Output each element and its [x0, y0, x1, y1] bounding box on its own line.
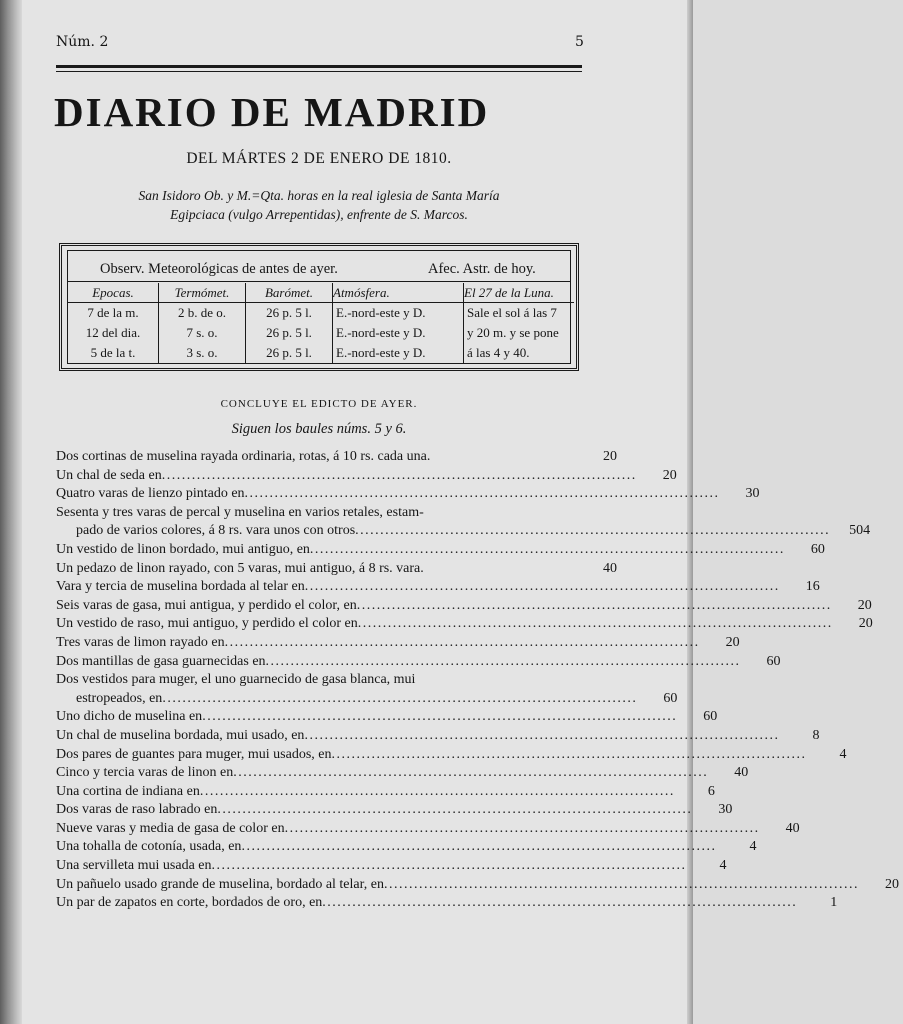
- list-item: [56, 690, 678, 709]
- weather-cell: 7 de la m.: [68, 303, 159, 324]
- item-price: 4: [839, 746, 847, 762]
- astro-title: Afec. Astr. de hoy.: [428, 261, 536, 277]
- header-rule-thin: [56, 71, 582, 72]
- list-item: [56, 615, 873, 634]
- saint-of-day: [56, 186, 582, 224]
- item-price: 16: [805, 579, 820, 595]
- list-item: [56, 727, 820, 746]
- newspaper-page: [22, 0, 899, 1024]
- dot-leader: [424, 504, 577, 523]
- section-subheading: Siguen los baules núms. 5 y 6.: [231, 421, 407, 437]
- list-item: [56, 838, 757, 857]
- dot-leader: [357, 597, 832, 616]
- date-line: DEL MÁRTES 2 DE ENERO DE 1810.: [186, 150, 452, 167]
- item-description: Dos cortinas de muselina rayada ordinaria, rotas, á 10 rs. cada una.: [56, 449, 431, 464]
- list-item: [56, 467, 677, 486]
- item-price: 20: [857, 597, 872, 613]
- item-description: Un pedazo de linon rayado, con 5 varas, mui antiguo, á 8 rs. vara.: [56, 560, 424, 576]
- dot-leader: [285, 820, 760, 839]
- issue-number: Núm. 2: [56, 34, 109, 50]
- weather-cell: 7 s. o.: [159, 323, 246, 343]
- item-description: Una servilleta mui usada en: [56, 858, 212, 874]
- list-item: [56, 560, 621, 579]
- item-price: [577, 671, 621, 690]
- item-price: 30: [718, 802, 733, 818]
- list-item: [56, 485, 760, 504]
- dot-leader: [331, 746, 806, 765]
- dot-leader: [225, 634, 700, 653]
- weather-box-inner: [67, 250, 571, 364]
- list-item: [56, 671, 621, 690]
- list-item: [56, 653, 781, 672]
- dot-leader: [162, 467, 637, 486]
- item-description: Un chal de seda en: [56, 467, 162, 483]
- item-description: Tres varas de limon rayado en: [56, 634, 225, 650]
- list-item: [56, 857, 727, 876]
- weather-cell: 26 p. 5 l.: [246, 343, 333, 363]
- dot-leader: [305, 578, 780, 597]
- item-description: Seis varas de gasa, mui antigua, y perdido el color, en: [56, 597, 357, 613]
- dot-leader: [200, 783, 675, 802]
- list-item: [56, 504, 621, 523]
- list-item: [56, 578, 820, 597]
- weather-cell: E.-nord-este y D.: [333, 303, 464, 324]
- weather-cell: 26 p. 5 l.: [246, 323, 333, 343]
- dot-leader: [217, 801, 692, 820]
- saint-line-1: San Isidoro Ob. y M.=Qta. horas en la real iglesia de Santa María: [138, 188, 500, 203]
- item-price: 20: [603, 449, 617, 464]
- weather-title: Observ. Meteorológicas de antes de ayer.: [100, 261, 338, 277]
- dot-leader: [322, 894, 797, 913]
- item-description: Cinco y tercia varas de linon en: [56, 765, 234, 781]
- weather-cell: 2 b. de o.: [159, 303, 246, 324]
- weather-box: [59, 243, 579, 371]
- weather-cell: y 20 m. y se pone: [467, 325, 559, 340]
- item-price: 20: [884, 876, 899, 892]
- dot-leader: [202, 708, 677, 727]
- item-price: 30: [745, 486, 760, 502]
- item-price: 504: [849, 523, 871, 539]
- col-luna: El 27 de la Luna.: [464, 283, 575, 303]
- list-item: [56, 634, 740, 653]
- item-price: 60: [663, 690, 678, 706]
- item-description: Uno dicho de muselina en: [56, 709, 203, 725]
- masthead-title: DIARIO DE MADRID: [54, 89, 490, 135]
- weather-cell: á las 4 y 40.: [467, 345, 530, 360]
- list-item: [56, 801, 733, 820]
- list-item: [56, 783, 715, 802]
- weather-table: [68, 283, 574, 363]
- item-price: [577, 504, 621, 523]
- item-description: Un vestido de linon bordado, mui antiguo, en: [56, 541, 310, 557]
- item-description: Una tohalla de cotonía, usada, en: [56, 839, 242, 855]
- col-atmosfera: Atmósfera.: [333, 283, 464, 303]
- dot-leader: [384, 876, 859, 895]
- item-price: 40: [785, 820, 800, 836]
- item-price: 20: [858, 616, 873, 632]
- list-item: [56, 448, 621, 467]
- dot-leader: [304, 727, 779, 746]
- item-description: estropeados, en: [76, 690, 163, 706]
- page-number: 5: [575, 34, 584, 50]
- item-price: 4: [719, 858, 727, 874]
- weather-row: [68, 323, 574, 343]
- dot-leader: [358, 615, 833, 634]
- header-rule-thick: [56, 65, 582, 68]
- dot-leader: [310, 541, 785, 560]
- weather-cell: E.-nord-este y D.: [333, 343, 464, 363]
- item-description: Dos varas de raso labrado en: [56, 802, 218, 818]
- col-termometro: Termómet.: [159, 283, 246, 303]
- list-item: [56, 764, 749, 783]
- list-item: [56, 597, 872, 616]
- section-heading: CONCLUYE EL EDICTO DE AYER.: [220, 398, 418, 410]
- item-description: Vara y tercia de muselina bordada al telar en: [56, 579, 305, 595]
- weather-title-rule: [68, 281, 570, 282]
- item-price: 40: [603, 560, 617, 576]
- book-spine-shadow: [0, 0, 22, 1024]
- item-price: 40: [734, 765, 749, 781]
- item-price: 1: [830, 895, 838, 911]
- item-description: Un vestido de raso, mui antiguo, y perdido el color en: [56, 616, 358, 632]
- item-price: 4: [749, 839, 757, 855]
- dot-leader: [266, 653, 741, 672]
- weather-cell: 5 de la t.: [68, 343, 159, 363]
- item-description: Nueve varas y media de gasa de color en: [56, 820, 285, 836]
- dot-leader: [212, 857, 687, 876]
- item-description: Un chal de muselina bordada, mui usado, en: [56, 727, 305, 743]
- list-item: [56, 522, 871, 541]
- item-description: Dos pares de guantes para muger, mui usados, en: [56, 746, 332, 762]
- item-description: Sesenta y tres varas de percal y muselina en varios retales, estam-: [56, 504, 424, 520]
- weather-cell: E.-nord-este y D.: [333, 323, 464, 343]
- item-price: 60: [810, 541, 825, 557]
- item-price: 20: [662, 467, 677, 483]
- item-description: pado de varios colores, á 8 rs. vara unos con otros: [76, 523, 356, 539]
- weather-cell: 26 p. 5 l.: [246, 303, 333, 324]
- dot-leader: [162, 690, 637, 709]
- dot-leader: [415, 671, 577, 690]
- weather-header-row: [68, 283, 574, 303]
- item-price: 20: [725, 634, 740, 650]
- list-item: [56, 746, 847, 765]
- item-description: Un par de zapatos en corte, bordados de oro, en: [56, 895, 323, 911]
- weather-row: [68, 343, 574, 363]
- dot-leader: [430, 448, 577, 467]
- list-item: [56, 894, 838, 913]
- weather-row: [68, 303, 574, 324]
- col-barometro: Barómet.: [246, 283, 333, 303]
- item-description: Un pañuelo usado grande de muselina, bordado al telar, en: [56, 876, 384, 892]
- dot-leader: [355, 522, 830, 541]
- item-description: Quatro varas de lienzo pintado en: [56, 486, 245, 502]
- item-price: 8: [812, 727, 820, 743]
- item-description: Dos mantillas de gasa guarnecidas en: [56, 653, 266, 669]
- list-item: [56, 876, 899, 895]
- dot-leader: [233, 764, 708, 783]
- col-epocas: Epocas.: [68, 283, 159, 303]
- item-price: 60: [766, 653, 781, 669]
- dot-leader: [241, 838, 716, 857]
- item-list: [56, 448, 899, 913]
- item-price: 60: [703, 709, 718, 725]
- weather-cell: 12 del dia.: [68, 323, 159, 343]
- list-item: [56, 820, 800, 839]
- weather-cell: Sale el sol á las 7: [467, 305, 557, 320]
- list-item: [56, 708, 718, 727]
- weather-cell: 3 s. o.: [159, 343, 246, 363]
- item-description: Dos vestidos para muger, el uno guarnecido de gasa blanca, mui: [56, 672, 416, 688]
- dot-leader: [245, 485, 720, 504]
- dot-leader: [424, 560, 577, 579]
- list-item: [56, 541, 825, 560]
- item-description: Una cortina de indiana en: [56, 783, 200, 799]
- item-price: 6: [707, 783, 715, 799]
- saint-line-2: Egipciaca (vulgo Arrepentidas), enfrente de S. Marcos.: [170, 207, 468, 222]
